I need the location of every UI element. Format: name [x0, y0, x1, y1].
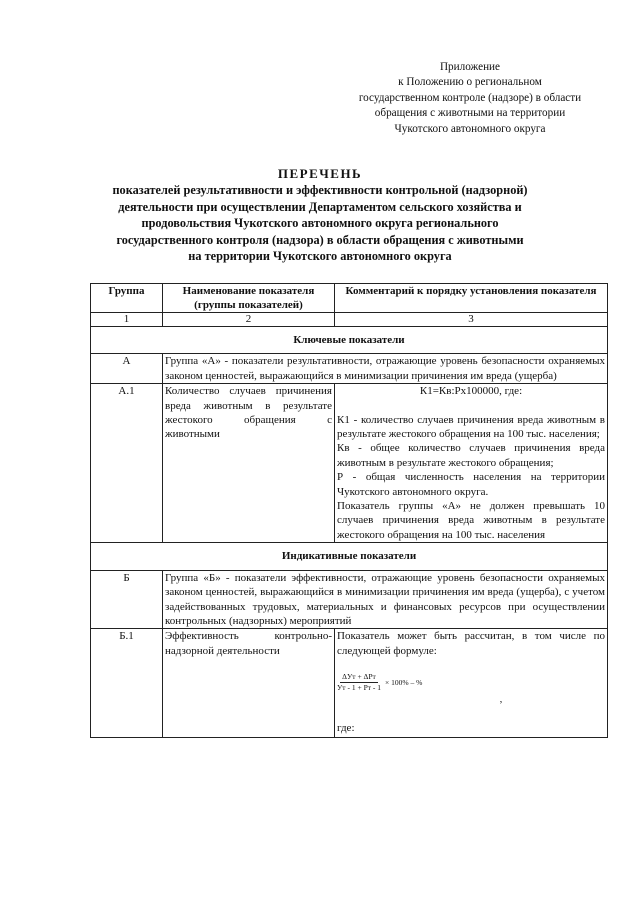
- group-code-a: А: [91, 354, 163, 384]
- table-row-b: [91, 570, 608, 629]
- header-group: Группа: [91, 284, 163, 313]
- title-main: ПЕРЕЧЕНЬ: [277, 166, 363, 181]
- header-name: Наименование показателя (группы показателей): [163, 284, 335, 313]
- indicator-comment-a1: [335, 384, 608, 543]
- section-row-key: [91, 327, 608, 354]
- formula-denominator: Ут - 1 + Рт - 1: [337, 683, 382, 693]
- indicator-name-b1: Эффективность контрольно-надзорной деятельности: [163, 629, 335, 738]
- formula-intro: Показатель может быть рассчитан, в том числе по следующей формуле:: [337, 630, 605, 657]
- formula-k1: К1=Кв:Рх100000, где:: [419, 385, 523, 398]
- efficiency-formula: [337, 672, 605, 693]
- title-line: государственного контроля (надзора) в области обращения с животными: [116, 232, 524, 247]
- indicator-name-a1: Количество случаев причинения вреда животным в результате жестокого обращения с животными: [163, 384, 335, 543]
- appendix-line: государственном контроле (надзоре) в области: [358, 91, 582, 104]
- indicator-comment-b1: [335, 629, 608, 738]
- document-title: [80, 166, 560, 265]
- title-line: продовольствия Чукотского автономного округа регионального: [141, 216, 499, 230]
- definition-k1: К1 - количество случаев причинения вреда животным в результате жестокого обращения на 100 тыс. населения;: [337, 413, 605, 441]
- table-row-b1: [91, 629, 608, 738]
- group-a-description: Группа «А» - показатели результативности, отражающие уровень безопасности охраняемых законом ценностей, выражающийся в минимизации причинения им вреда (ущерба): [163, 354, 608, 384]
- formula-multiplier: × 100% – %: [385, 677, 423, 687]
- column-number: 1: [91, 313, 163, 327]
- indicator-code-b1: Б.1: [91, 629, 163, 738]
- group-code-b: Б: [91, 570, 163, 629]
- column-number-row: [91, 313, 608, 327]
- where-label: где:: [337, 722, 355, 735]
- header-comment: Комментарий к порядку установления показателя: [335, 284, 608, 313]
- appendix-line: Приложение: [439, 61, 501, 73]
- formula-numerator: ΔУт + ΔРт: [342, 672, 376, 682]
- title-line: деятельности при осуществлении Департаментом сельского хозяйства и: [118, 199, 522, 214]
- title-line: на территории Чукотского автономного округа: [188, 249, 452, 263]
- definition-kv: Кв - общее количество случаев причинения вреда животным в результате жестокого обращения;: [337, 442, 605, 469]
- table-row-a: [91, 354, 608, 384]
- appendix-line: обращения с животными на территории: [374, 107, 566, 120]
- header-row: [91, 284, 608, 313]
- formula-comma: ,: [499, 694, 503, 706]
- appendix-header: [330, 60, 610, 137]
- appendix-line: Чукотского автономного округа: [394, 122, 546, 135]
- indicators-table: [90, 283, 608, 738]
- title-subtitle: [80, 182, 560, 265]
- column-number: 3: [335, 313, 608, 327]
- definition-p: Р - общая численность населения на территории Чукотского автономного округа.: [337, 471, 605, 498]
- section-title-indicative: Индикативные показатели: [91, 543, 608, 570]
- title-line: показателей результативности и эффективности контрольной (надзорной): [112, 183, 528, 197]
- appendix-line: к Положению о региональном: [398, 76, 542, 89]
- group-b-description: Группа «Б» - показатели эффективности, отражающие уровень безопасности охраняемых законом ценностей, выражающийся в минимизации причинения им вреда (ущерба), с учетом задействованных трудовых, материальных и финансовых ресурсов при осуществлении контрольных (надзорных) мероприятий: [163, 570, 608, 629]
- section-title-key: Ключевые показатели: [91, 327, 608, 354]
- column-number: 2: [163, 313, 335, 327]
- table-row-a1: [91, 384, 608, 543]
- section-row-indicative: [91, 543, 608, 570]
- indicator-code-a1: А.1: [91, 384, 163, 543]
- formula-fraction: [337, 672, 381, 693]
- limit-text: Показатель группы «А» не должен превышать 10 случаев причинения вреда животным в результате жестокого обращения на 100 тыс. населения: [337, 500, 605, 541]
